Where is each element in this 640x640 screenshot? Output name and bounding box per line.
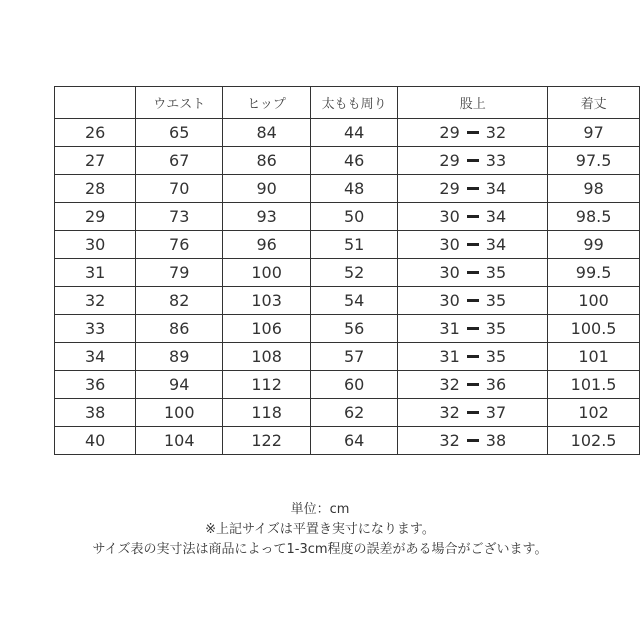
waist-cell: 73 bbox=[136, 203, 223, 231]
rise-from: 32 bbox=[439, 375, 460, 394]
waist-cell: 89 bbox=[136, 343, 223, 371]
table-row bbox=[55, 175, 640, 203]
hip-cell: 84 bbox=[223, 119, 311, 147]
size-cell: 33 bbox=[55, 315, 136, 343]
rise-to: 35 bbox=[485, 347, 507, 366]
table-row bbox=[55, 371, 640, 399]
size-table-body bbox=[55, 87, 640, 455]
rise-cell bbox=[398, 231, 548, 259]
waist-cell: 70 bbox=[136, 175, 223, 203]
size-cell: 36 bbox=[55, 371, 136, 399]
thigh-cell: 46 bbox=[310, 147, 397, 175]
rise-from: 29 bbox=[439, 123, 460, 142]
header-size bbox=[55, 87, 136, 119]
rise-from: 32 bbox=[439, 403, 460, 422]
table-row bbox=[55, 203, 640, 231]
hip-cell: 112 bbox=[223, 371, 311, 399]
waist-cell: 76 bbox=[136, 231, 223, 259]
table-row bbox=[55, 399, 640, 427]
thigh-cell: 51 bbox=[310, 231, 397, 259]
header-rise: 股上 bbox=[398, 87, 548, 119]
table-row bbox=[55, 147, 640, 175]
rise-to: 33 bbox=[485, 151, 507, 170]
length-cell: 101 bbox=[548, 343, 640, 371]
length-cell: 99 bbox=[548, 231, 640, 259]
tolerance-note: サイズ表の実寸法は商品によって1-3cm程度の誤差がある場合がございます。 bbox=[92, 542, 548, 557]
rise-from: 29 bbox=[439, 151, 460, 170]
waist-cell: 86 bbox=[136, 315, 223, 343]
table-row bbox=[55, 343, 640, 371]
size-cell: 34 bbox=[55, 343, 136, 371]
range-dash-icon bbox=[467, 131, 479, 134]
rise-cell bbox=[398, 203, 548, 231]
rise-cell bbox=[398, 147, 548, 175]
rise-from: 32 bbox=[439, 431, 460, 450]
rise-cell bbox=[398, 399, 548, 427]
rise-to: 37 bbox=[485, 403, 507, 422]
rise-from: 31 bbox=[439, 319, 460, 338]
table-header-row bbox=[55, 87, 640, 119]
range-dash-icon bbox=[467, 243, 479, 246]
rise-to: 34 bbox=[485, 235, 507, 254]
range-dash-icon bbox=[467, 187, 479, 190]
waist-cell: 82 bbox=[136, 287, 223, 315]
size-table bbox=[54, 86, 640, 455]
waist-cell: 65 bbox=[136, 119, 223, 147]
waist-cell: 67 bbox=[136, 147, 223, 175]
waist-cell: 94 bbox=[136, 371, 223, 399]
measurement-note: ※上記サイズは平置き実寸になります。 bbox=[205, 522, 435, 537]
rise-cell bbox=[398, 119, 548, 147]
table-row bbox=[55, 287, 640, 315]
thigh-cell: 50 bbox=[310, 203, 397, 231]
thigh-cell: 52 bbox=[310, 259, 397, 287]
unit-note: 単位：cm bbox=[290, 502, 350, 517]
length-cell: 99.5 bbox=[548, 259, 640, 287]
rise-from: 31 bbox=[439, 347, 460, 366]
rise-cell bbox=[398, 287, 548, 315]
length-cell: 98 bbox=[548, 175, 640, 203]
rise-to: 34 bbox=[485, 207, 507, 226]
rise-from: 30 bbox=[439, 291, 460, 310]
hip-cell: 86 bbox=[223, 147, 311, 175]
range-dash-icon bbox=[467, 159, 479, 162]
hip-cell: 122 bbox=[223, 427, 311, 455]
notes bbox=[0, 500, 640, 560]
rise-cell bbox=[398, 259, 548, 287]
table-row bbox=[55, 119, 640, 147]
thigh-cell: 56 bbox=[310, 315, 397, 343]
table-row bbox=[55, 259, 640, 287]
rise-cell bbox=[398, 371, 548, 399]
rise-cell bbox=[398, 427, 548, 455]
length-cell: 102 bbox=[548, 399, 640, 427]
range-dash-icon bbox=[467, 383, 479, 386]
range-dash-icon bbox=[467, 327, 479, 330]
rise-from: 30 bbox=[439, 263, 460, 282]
waist-cell: 100 bbox=[136, 399, 223, 427]
size-cell: 26 bbox=[55, 119, 136, 147]
header-waist: ウエスト bbox=[136, 87, 223, 119]
thigh-cell: 62 bbox=[310, 399, 397, 427]
range-dash-icon bbox=[467, 271, 479, 274]
size-cell: 31 bbox=[55, 259, 136, 287]
length-cell: 100 bbox=[548, 287, 640, 315]
rise-from: 29 bbox=[439, 179, 460, 198]
table-row bbox=[55, 427, 640, 455]
range-dash-icon bbox=[467, 215, 479, 218]
hip-cell: 118 bbox=[223, 399, 311, 427]
length-cell: 97 bbox=[548, 119, 640, 147]
rise-to: 38 bbox=[485, 431, 507, 450]
hip-cell: 93 bbox=[223, 203, 311, 231]
hip-cell: 108 bbox=[223, 343, 311, 371]
length-cell: 98.5 bbox=[548, 203, 640, 231]
rise-to: 34 bbox=[485, 179, 507, 198]
hip-cell: 106 bbox=[223, 315, 311, 343]
size-cell: 38 bbox=[55, 399, 136, 427]
size-cell: 32 bbox=[55, 287, 136, 315]
thigh-cell: 57 bbox=[310, 343, 397, 371]
rise-to: 35 bbox=[485, 263, 507, 282]
rise-to: 36 bbox=[485, 375, 507, 394]
rise-to: 35 bbox=[485, 319, 507, 338]
rise-to: 32 bbox=[485, 123, 507, 142]
hip-cell: 90 bbox=[223, 175, 311, 203]
rise-cell bbox=[398, 315, 548, 343]
thigh-cell: 54 bbox=[310, 287, 397, 315]
range-dash-icon bbox=[467, 299, 479, 302]
table-row bbox=[55, 315, 640, 343]
waist-cell: 104 bbox=[136, 427, 223, 455]
length-cell: 101.5 bbox=[548, 371, 640, 399]
header-hip: ヒップ bbox=[223, 87, 311, 119]
rise-cell bbox=[398, 343, 548, 371]
length-cell: 102.5 bbox=[548, 427, 640, 455]
thigh-cell: 48 bbox=[310, 175, 397, 203]
rise-to: 35 bbox=[485, 291, 507, 310]
table-row bbox=[55, 231, 640, 259]
range-dash-icon bbox=[467, 439, 479, 442]
thigh-cell: 44 bbox=[310, 119, 397, 147]
range-dash-icon bbox=[467, 411, 479, 414]
rise-from: 30 bbox=[439, 207, 460, 226]
rise-cell bbox=[398, 175, 548, 203]
size-cell: 27 bbox=[55, 147, 136, 175]
thigh-cell: 64 bbox=[310, 427, 397, 455]
waist-cell: 79 bbox=[136, 259, 223, 287]
length-cell: 97.5 bbox=[548, 147, 640, 175]
hip-cell: 96 bbox=[223, 231, 311, 259]
hip-cell: 100 bbox=[223, 259, 311, 287]
length-cell: 100.5 bbox=[548, 315, 640, 343]
size-cell: 40 bbox=[55, 427, 136, 455]
range-dash-icon bbox=[467, 355, 479, 358]
rise-from: 30 bbox=[439, 235, 460, 254]
hip-cell: 103 bbox=[223, 287, 311, 315]
size-cell: 28 bbox=[55, 175, 136, 203]
thigh-cell: 60 bbox=[310, 371, 397, 399]
size-cell: 30 bbox=[55, 231, 136, 259]
size-cell: 29 bbox=[55, 203, 136, 231]
header-length: 着丈 bbox=[548, 87, 640, 119]
header-thigh: 太もも周り bbox=[310, 87, 397, 119]
